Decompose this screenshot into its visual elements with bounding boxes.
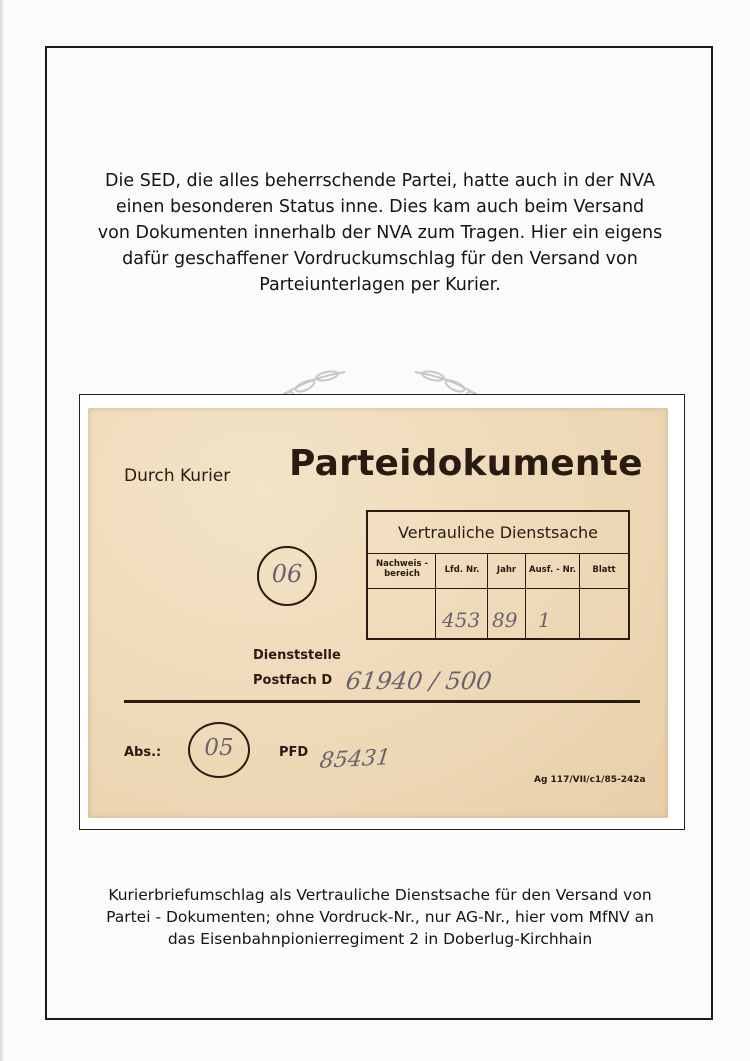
intro-text — [80, 168, 680, 298]
table-heading: Vertrauliche Dienstsache — [368, 512, 628, 554]
table-value: 1 — [538, 608, 551, 632]
table-value: 89 — [492, 608, 518, 632]
caption-text — [80, 884, 680, 950]
postfach-value: 61940 / 500 — [344, 667, 494, 695]
circle-stamp-bottom — [188, 722, 250, 778]
caption-line: das Eisenbahnpionierregiment 2 in Doberlug-Kirchhain — [167, 930, 593, 948]
page-edge — [0, 0, 4, 1061]
confidential-table — [366, 510, 630, 640]
intro-line: einen besonderen Status inne. Dies kam auch beim Versand — [115, 197, 645, 217]
intro-line: Die SED, die alles beherrschende Partei, hatte auch in der NVA — [105, 171, 655, 191]
column-header: Blatt — [592, 565, 616, 575]
circle-stamp-top — [257, 546, 317, 606]
table-row-divider — [368, 588, 628, 589]
ag-reference: Ag 117/VII/c1/85-242a — [534, 775, 646, 785]
abs-label: Abs.: — [124, 745, 162, 760]
divider-line — [124, 700, 640, 703]
caption-line: Kurierbriefumschlag als Vertrauliche Dienstsache für den Versand von — [108, 886, 652, 904]
envelope-title: Parteidokumente — [289, 443, 643, 484]
postfach-label: Postfach D — [253, 673, 333, 688]
intro-line: Parteiunterlagen per Kurier. — [259, 275, 501, 295]
caption-line: Partei - Dokumenten; ohne Vordruck-Nr., nur AG-Nr., hier vom MfNV an — [106, 908, 654, 926]
column-header: Jahr — [496, 565, 517, 575]
table-divider — [435, 553, 436, 638]
pfd-value: 85431 — [318, 745, 392, 774]
durch-kurier-label: Durch Kurier — [124, 466, 231, 486]
dienststelle-label: Dienststelle — [253, 648, 341, 663]
intro-line: dafür geschaffener Vordruckumschlag für den Versand von — [122, 249, 638, 269]
pfd-label: PFD — [279, 745, 309, 760]
column-header: Lfd. Nr. — [444, 565, 480, 575]
column-header: Ausf. - Nr. — [529, 565, 576, 575]
circle-number: 05 — [204, 735, 234, 761]
intro-line: von Dokumenten innerhalb der NVA zum Tragen. Hier ein eigens — [97, 223, 663, 243]
circle-number: 06 — [271, 560, 303, 588]
table-value: 453 — [442, 608, 481, 632]
column-header: Nachweis - bereich — [375, 559, 429, 579]
